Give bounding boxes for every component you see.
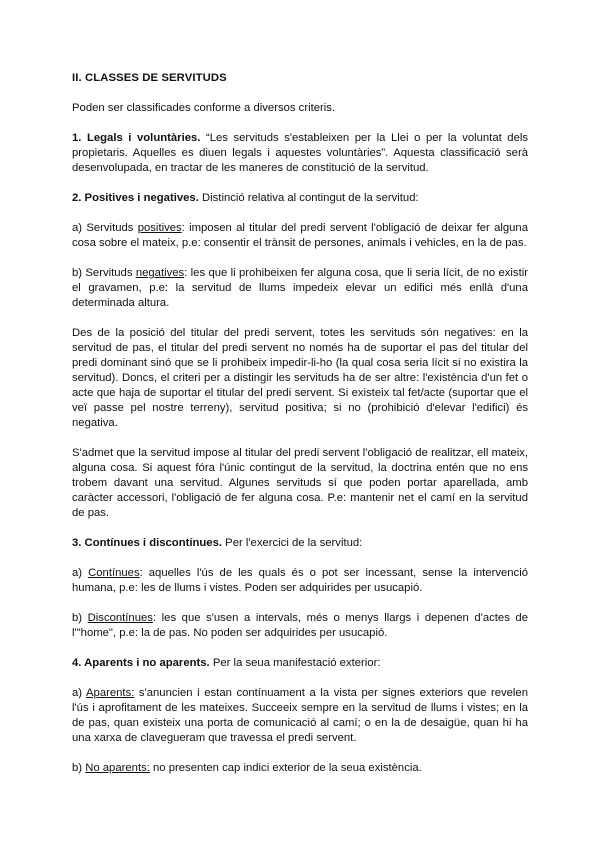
s2-paragraph bbox=[72, 191, 528, 206]
s3-b-term: Discontínues bbox=[87, 612, 153, 624]
s2-a-prefix: a) Servituds bbox=[72, 222, 138, 234]
s4-a-paragraph bbox=[72, 686, 528, 746]
s4-b-prefix: b) bbox=[72, 762, 86, 774]
s1-paragraph bbox=[72, 131, 528, 176]
s2-b-paragraph bbox=[72, 266, 528, 311]
s3-b-prefix: b) bbox=[72, 612, 88, 624]
s2-b-prefix: b) Servituds bbox=[72, 267, 136, 279]
s3-paragraph bbox=[72, 536, 528, 551]
s1-title: 1. Legals i voluntàries. bbox=[72, 132, 201, 144]
s2-a-paragraph bbox=[72, 221, 528, 251]
s3-a-paragraph bbox=[72, 566, 528, 596]
s3-a-text: : aquelles l'ús de les quals és o pot ser incessant, sense la intervenció humana, p.e: les de llums i vistes. Poden ser adquirides per usucapió. bbox=[72, 567, 528, 594]
s3-b-text: : les que s'usen a intervals, més o menys llargs i depenen d'actes de l'"home", p.e: la de pas. No poden ser adquirides per usucapió. bbox=[72, 612, 528, 639]
s2-title: 2. Positives i negatives. bbox=[72, 192, 199, 204]
s2-text: Distinció relativa al contingut de la servitud: bbox=[198, 192, 419, 204]
s2-a-term: positives bbox=[137, 222, 182, 234]
s4-paragraph bbox=[72, 656, 528, 671]
s4-b-term: No aparents: bbox=[85, 762, 150, 774]
s1-text: “Les servituds s'estableixen per la Llei o per la voluntat dels propietaris. Aquelles es diuen legals i aquestes voluntàries”. Aquesta classificació serà desenvolupada, en tractar de les maneres de constitució de la servitud. bbox=[72, 132, 529, 174]
s3-b-paragraph bbox=[72, 611, 528, 641]
s2-p4-paragraph: S'admet que la servitud impose al titular del predi servent l'obligació de realitzar, ell mateix, alguna cosa. Si aquest fóra l'únic contingut de la servitud, la doctrina entén que no ens trobem davant una servitud. Algunes servituds sí que poden portar aparellada, amb caràcter accessori, l'obligació de fer alguna cosa. P.e: mantenir net el camí en la servitud de pas. bbox=[72, 447, 528, 519]
s2-b-term: negatives bbox=[135, 267, 185, 279]
s2-b-text: : les que li prohibeixen fer alguna cosa, que li seria lícit, de no existir el gravamen, p.e: la servitud de llums impedeix elevar un edifici més enllà d'una determinada altura. bbox=[72, 267, 528, 309]
s4-b-paragraph bbox=[72, 761, 528, 776]
s4-a-text: s'anuncien i estan contínuament a la vista per signes exteriors que revelen l'ús i aprofitament de les mateixes. Succeeix sempre en la servitud de llums i vistes; en la de pas, quan existeix una porta de comunicació al camí; o en la de desaigüe, quan hi ha una xarxa de clavegueram que travessa el predi servent. bbox=[72, 687, 528, 744]
section-heading: II. CLASSES DE SERVITUDS bbox=[72, 72, 227, 84]
s4-text: Per la seua manifestació exterior: bbox=[209, 657, 381, 669]
s3-a-prefix: a) bbox=[72, 567, 89, 579]
s4-b-text: no presenten cap indici exterior de la seua existència. bbox=[149, 762, 422, 774]
s2-a-text: : imposen al titular del predi servent l'obligació de deixar fer alguna cosa sobre el mateix, p.e: consentir el trànsit de persones, animals i vehicles, en la de pas. bbox=[72, 222, 528, 249]
s4-title: 4. Aparents i no aparents. bbox=[72, 657, 210, 669]
s4-a-term: Aparents: bbox=[86, 687, 135, 699]
s3-text: Per l'exercici de la servitud: bbox=[222, 537, 363, 549]
s4-a-prefix: a) bbox=[72, 687, 86, 699]
s2-p3-paragraph: Des de la posició del titular del predi servent, totes les servituds són negatives: en la servitud de pas, el titular del predi servent no només ha de suportar el pas del titular del predi dominant sinó que se li prohibeix impedir-li-ho (la qual cosa seria lícit si no existira la servitud). Doncs, el criteri per a distingir les servituds ha de ser altre: l'existència d'un fet o acte que haja de suportar el titular del predi servent. Si existeix tal fet/acte (suportar que el veï passe pel nostre terreny), servitud positiva; si no (prohibició d'elevar l'edifici) és negativa. bbox=[72, 327, 528, 429]
intro-paragraph: Poden ser classificades conforme a diversos criteris. bbox=[72, 102, 336, 114]
s3-a-term: Contínues bbox=[88, 567, 140, 579]
s3-title: 3. Contínues i discontínues. bbox=[72, 537, 223, 549]
